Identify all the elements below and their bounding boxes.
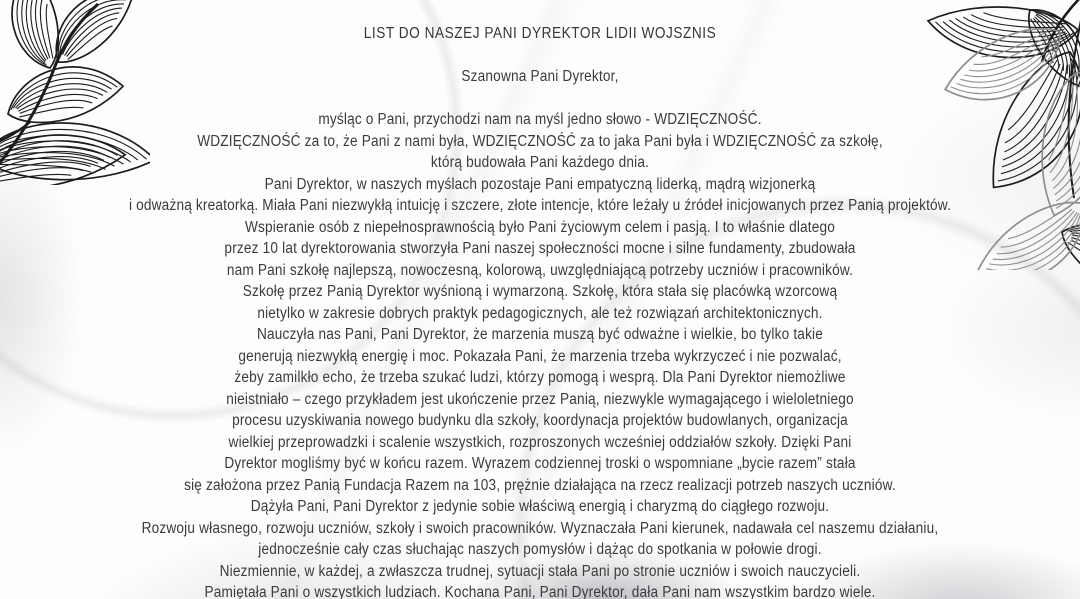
letter-line: żeby zamilkło echo, że trzeba szukać ludzi, którzy pomogą i wesprą. Dla Pani Dyrektor niemożliwe [234,369,846,386]
letter-line: procesu uzyskiwania nowego budynku dla szkoły, koordynacja projektów budowlanych, organizacja [232,412,848,429]
letter-line: nietylko w zakresie dobrych praktyk pedagogicznych, ale też rozwiązań architektonicznych. [257,304,823,322]
letter-line: nam Pani szkołę najlepszą, nowoczesną, kolorową, uwzględniającą potrzeby uczniów i pracowników. [226,261,854,279]
letter-line: generują niezwykłą energię i moc. Pokazała Pani, że marzenia trzeba wykrzyczeć i nie pozwalać, [238,347,842,365]
letter-line: się założona przez Panią Fundacja Razem na 103, prężnie działająca na rzecz realizacji potrzeb naszych uczniów. [184,476,896,494]
letter-line: Dyrektor mogliśmy być w końcu razem. Wyrazem codziennej troski o wspomniane „bycie razem” stała [224,455,856,472]
letter-line: wielkiej przeprowadzki i scalenie wszystkich, rozproszonych wcześniej oddziałów szkoły. Dzięki Pani [228,433,852,451]
letter-line: Wspieranie osób z niepełnosprawnością było Pani życiowym celem i pasją. I to właśnie dlatego [244,218,836,236]
letter-line: Szkołę przez Panią Dyrektor wyśnioną i wymarzoną. Szkołę, która stała się placówką wzorcową [242,283,838,300]
letter-body [0,109,1080,599]
letter-line: Pamiętała Pani o wszystkich ludziach. Kochana Pani, Pani Dyrektor, dała Pani nam wszystkim bardzo wiele. [204,584,876,599]
blank-line [0,45,1080,67]
letter-line: Dążyła Pani, Pani Dyrektor z jedynie sobie właściwą energią i charyzmą do ciągłego rozwoju. [250,498,830,515]
letter-line: jednocześnie cały czas słuchając naszych pomysłów i dążąc do spotkania w połowie drogi. [258,541,822,558]
letter-salutation: Szanowna Pani Dyrektor, [461,68,619,85]
letter-title: LIST DO NASZEJ PANI DYREKTOR LIDII WOJSZNIS [363,25,717,42]
letter-line: którą budowała Pani każdego dnia. [430,154,650,171]
letter-line: Rozwoju własnego, rozwoju uczniów, szkoły i swoich pracowników. Wyznaczała Pani kierunek, nadawała cel naszemu działaniu, [141,519,939,537]
letter-line: Niezmiennie, w każdej, a zwłaszcza trudnej, sytuacji stała Pani po stronie uczniów i swoich nauczycieli. [219,562,861,580]
blank-line [0,88,1080,110]
letter-line: WDZIĘCZNOŚĆ za to, że Pani z nami była, WDZIĘCZNOŚĆ za to jaka Pani była i WDZIĘCZNOŚĆ za szkołę, [197,132,883,150]
letter-line: przez 10 lat dyrektorowania stworzyła Pani naszej społeczności mocne i silne fundamenty, zbudowała [224,240,856,257]
letter-line: nieistniało – czego przykładem jest ukończenie przez Panią, niezwykle wymagającego i wieloletniego [226,390,854,408]
letter-line: myśląc o Pani, przychodzi nam na myśl jedno słowo - WDZIĘCZNOŚĆ. [318,111,762,128]
letter-line: Pani Dyrektor, w naszych myślach pozostaje Pani empatyczną liderką, mądrą wizjonerką [264,175,816,193]
letter-line: i odważną kreatorką. Miała Pani niezwykłą intuicję i szczere, złote intencje, które leżały u źródeł inicjowanych przez Panią projektów. [128,197,952,214]
letter-line: Nauczyła nas Pani, Pani Dyrektor, że marzenia muszą być odważne i wielkie, bo tylko takie [256,326,824,343]
